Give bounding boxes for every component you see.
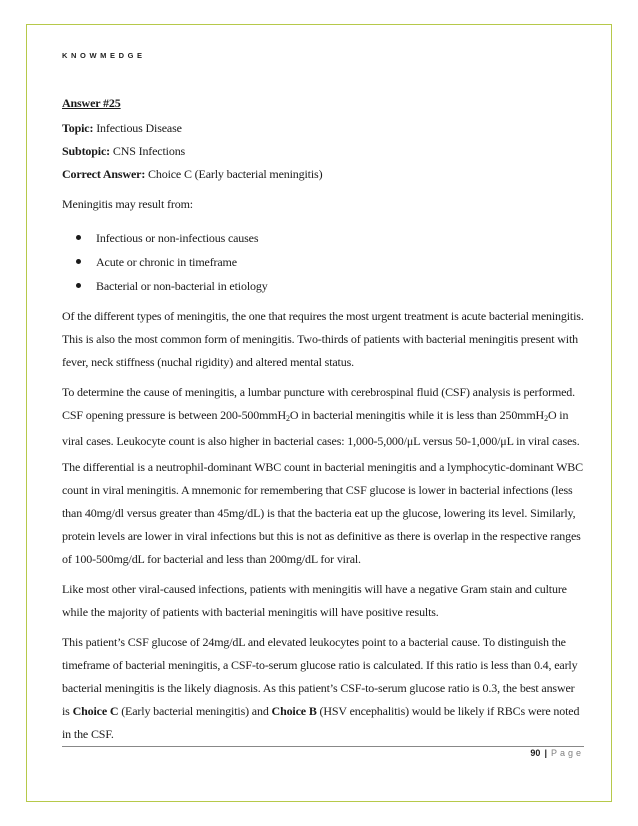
topic-label: Topic:: [62, 121, 94, 135]
page-footer: [530, 748, 584, 758]
correct-answer-line: [62, 167, 322, 181]
paragraph-meningitis-types: Of the different types of meningitis, the one that requires the most urgent treatment is acute bacterial meningitis. This is also the most common form of meningitis. Two-thirds of patients with bacterial meningitis present with fever, neck stiffness (nuchal rigidity) and altered mental status.: [62, 309, 584, 369]
text-run: O in viral cases. Leukocyte count is also higher in bacterial cases: 1,000-5,000/μL versus 50-1,000/μL in viral cases.: [62, 408, 580, 448]
page-number: 90: [530, 748, 541, 758]
cause-list: [62, 231, 268, 303]
choice-b-highlight: Choice B: [271, 704, 317, 718]
correct-answer-label: Correct Answer:: [62, 167, 146, 181]
answer-title: Answer #25: [62, 96, 121, 110]
text-run: To determine the cause of meningitis, a lumbar puncture with cerebrospinal fluid (CSF) analysis is performed. CSF opening pressure is between 200-500mmH: [62, 385, 576, 422]
choice-c-highlight: Choice C: [72, 704, 119, 718]
text-run: (Early bacterial meningitis) and: [118, 704, 272, 718]
intro-text: Meningitis may result from:: [62, 197, 193, 211]
subtopic-line: [62, 144, 185, 158]
paragraph-conclusion: [62, 631, 584, 746]
subtopic-value: CNS Infections: [110, 144, 186, 158]
list-item: Bacterial or non-bacterial in etiology: [62, 279, 268, 303]
list-item: Acute or chronic in timeframe: [62, 255, 268, 279]
paragraph-differential: The differential is a neutrophil-dominant WBC count in bacterial meningitis and a lymphocytic-dominant WBC count in viral meningitis. A mnemonic for remembering that CSF glucose is lower in bacterial infections (less than 40mg/dl versus greater than 45mg/dL) is that the bacteria eat up the glucose, lowering its level. Similarly, protein levels are lower in viral infections but this is not as definitive as there is overlap in the respective ranges of 100-500mg/dL for bacterial and less than 200mg/dL for viral.: [62, 460, 583, 566]
footer-divider: [62, 746, 584, 747]
footer-separator: |: [544, 748, 547, 758]
topic-value: Infectious Disease: [93, 121, 182, 135]
text-run: (HSV encephalitis) would be likely if RBCs were noted in the CSF.: [62, 704, 580, 741]
page-word: Page: [550, 748, 584, 758]
correct-answer-value: Choice C (Early bacterial meningitis): [145, 167, 323, 181]
subscript: 2: [286, 414, 290, 423]
topic-line: [62, 121, 182, 135]
paragraph-csf-analysis: [62, 381, 584, 453]
subscript: 2: [544, 414, 548, 423]
paragraph-viral-infections: Like most other viral-caused infections, patients with meningitis will have a negative Gram stain and culture while the majority of patients with bacterial meningitis will have positive results.: [62, 582, 567, 619]
text-run: This patient’s CSF glucose of 24mg/dL and elevated leukocytes point to a bacterial cause. To distinguish the timeframe of bacterial meningitis, a CSF-to-serum glucose ratio is calculated. If this ratio is less than 0.4, early bacterial meningitis is the likely diagnosis. As this patient’s CSF-to-serum glucose ratio is 0.3, the best answer is: [62, 635, 578, 718]
subtopic-label: Subtopic:: [62, 144, 110, 158]
list-item: Infectious or non-infectious causes: [62, 231, 268, 255]
text-run: O in bacterial meningitis while it is less than 250mmH: [289, 408, 545, 422]
brand-header: KNOWMEDGE: [62, 51, 146, 60]
